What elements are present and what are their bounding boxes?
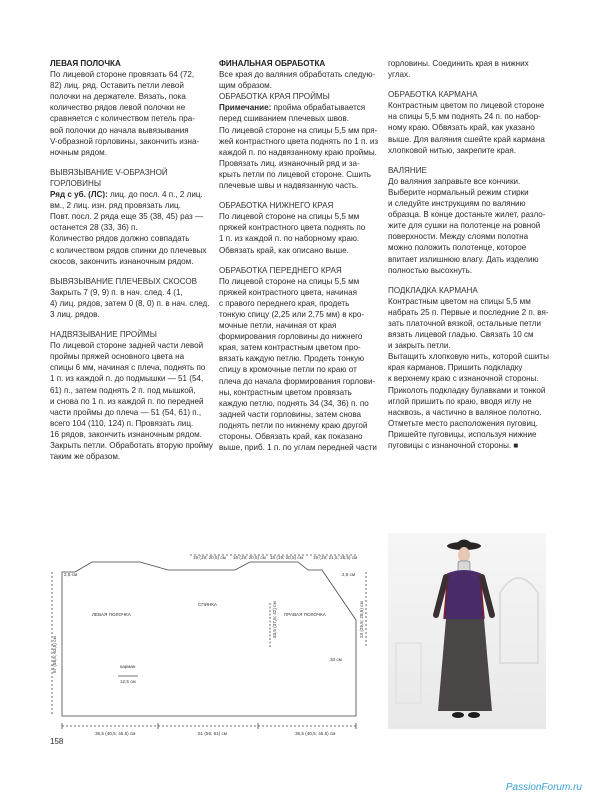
label-right-front: ПРАВАЯ ПОЛОЧКА [284,612,326,617]
dim-left-height: 57 (58,5; 63,5) см [52,636,57,673]
text-finishing: Все края до валяния обработать следую- щим образом. [219,70,376,91]
dim-right-side: 2,5 см [342,572,356,577]
column-left [50,58,216,471]
garment-schematic [30,548,370,748]
heading-pocket-lining: ПОДКЛАДКА КАРМАНА [388,285,478,295]
label-left-front: ЛЕВАЯ ПОЛОЧКА [92,612,131,617]
schematic-outline [62,562,356,716]
page-number: 158 [50,737,64,746]
text-shoulder: Закрыть 7 (9, 9) п. в нач. след. 4 (1, 4) лиц. рядов, затем 0 (8, 0) п. в нач. след. 3 лиц. рядов. [50,287,210,319]
dim-right-33: 33 см [330,657,342,662]
column-right [388,58,556,460]
dim-top-2: 16 (19; 20,5) см [233,555,266,560]
heading-v-neck: ВЫВЯЗЫВАНИЕ V-ОБРАЗНОЙ ГОРЛОВИНЫ [50,167,168,188]
label-pocket: карман [120,664,136,669]
dim-top-3: 16 (19; 20,5) см [270,555,303,560]
heading-felting: ВАЛЯНИЕ [388,165,427,175]
heading-shoulder: ВЫВЯЗЫВАНИЕ ПЛЕЧЕВЫХ СКОСОВ [50,276,198,286]
column-middle [219,58,383,462]
dim-pocket-width: 12,5 см [120,679,136,684]
text-lower-edge: По лицевой стороне на спицы 5,5 мм пряжей контрастного цвета поднять по 1 п. из каждой п. по наборному краю. Обвязать край, как описано выше. [219,212,366,255]
dim-bottom-3: 35,5 (40,5; 45,5) см [295,731,336,736]
dim-top-1: 19 (19; 20,5) см [193,555,226,560]
text-pocket-edge: Контрастным цветом по лицевой стороне на спицы 5,5 мм поднять 24 п. по набор- ному краю. Обвязать край, как указано выше. Для валяния сшейте край кармана хлопковой нитью, закрепите края. [388,101,545,155]
heading-left-front: ЛЕВАЯ ПОЛОЧКА [50,59,121,68]
dim-bottom-1: 35,5 (40,5; 45,5) см [95,731,136,736]
heading-finishing: ФИНАЛЬНАЯ ОБРАБОТКА [219,59,326,68]
dim-right-height: 24 (25,5; 28,5) см [359,601,364,638]
heading-armhole-edge: ОБРАБОТКА КРАЯ ПРОЙМЫ [219,92,330,102]
model-photo [388,533,546,729]
dim-left-side: 2,5 см [64,572,78,577]
text-pocket-lining: Контрастным цветом на спицы 5,5 мм набрать 25 п. Первые и последние 2 п. вя- зать платочной вязкой, остальные петли вязать лицевой гладью. Связать 10 см и закрыть петли. Вытащить хлопковую нить, которой сшиты края карманов. Пришить подкладку к верхнему краю с изнаночной стороны. Приколоть подкладку булавками и тонкой иглой пришить по краю, вводя иглу не насквозь, а частично в валяное полотно. Отметьте место расположения пуговиц. Пришейте пуговицы, используя нижние пуговицы с изнаночной стороны. ■ [388,296,549,450]
text-felting: До валяния заправьте все кончики. Выберите нормальный режим стирки и следуйте инструкциям по валянию образца. В конце достаньте жилет, разло- жите для сушки на полотенце на ровной поверхности. Между слоями полотна можно положить полотенце, которое впитает излишнюю влагу. Дать изделию полностью высохнуть. [388,176,546,275]
text-armhole-edge: пройма обрабатывается перед сшиванием плечевых швов. По лицевой стороне на спицы 5,5 мм пря- жей контрастного цвета поднять по 1 п. из каждой п. по надвязанному краю проймы. Провязать лиц. изнаночный ряд и за- крыть петли по лицевой стороне. Сшить плечевые швы и надвязанную часть. [219,103,379,191]
dim-bottom-2: 51 (56; 61) см [198,731,227,736]
watermark: PassionForum.ru [505,782,582,793]
text-neck-continued: горловины. Соединить края в нижних углах. [388,59,529,80]
dim-top-4: 19 (19; 21,5; 25,5) см [313,555,358,560]
text-note-bold: Примечание: [219,103,272,113]
label-back: СПИНКА [198,602,217,607]
text-v-neck-bold: Ряд с уб. (ЛС): [50,190,108,200]
text-left-front: По лицевой стороне провязать 64 (72, 82) лиц. ряд. Оставить петли левой полочки на держателе. Вязать, пока количество рядов левой полочки не сравняется с количеством петель пра- вой полочки до начала вывязывания V-образной горловины, закончить изна- ночным рядом. [50,70,200,157]
text-v-neck: лиц. до посл. 4 п., 2 лиц. вм., 2 лиц. изн. ряд провязать лиц. Повт. посл. 2 ряда еще 35 (38, 45) раз — останется 28 (33, 36) п. Количество рядов должно совпадать с количеством рядов спинки до плечевых скосов, закончить изнаночным рядом. [50,190,207,266]
heading-front-edge: ОБРАБОТКА ПЕРЕДНЕГО КРАЯ [219,265,342,275]
heading-lower-edge: ОБРАБОТКА НИЖНЕГО КРАЯ [219,201,334,211]
heading-pocket-edge: ОБРАБОТКА КАРМАНА [388,90,478,100]
dim-center-vertical: 33,5 (37,5; 42) см [272,601,277,638]
heading-armhole: НАДВЯЗЫВАНИЕ ПРОЙМЫ [50,330,157,340]
text-armhole: По лицевой стороне задней части левой проймы пряжей основного цвета на спицы 6 мм, начиная с плеча, поднять по 1 п. из каждой п. до подмышки — 51 (54, 61) п., затем поднять 2 п. под мышкой, и снова по 1 п. из каждой п. по передней части проймы до плеча — 51 (54, 61) п., всего 104 (110, 124) п. Провязать лиц. 16 рядов, закончить изнаночным рядом. Закрыть петли. Обработать вторую пройму таким же образом. [50,341,213,462]
text-front-edge: По лицевой стороне на спицы 5,5 мм пряжей контрастного цвета, начиная с правого переднего края, продеть тонкую спицу (2,25 или 2,75 мм) в кро- мочные петли, начиная от края формирования горловины до нижнего края, затем контрастным цветом про- вязать каждую петлю. Продеть тонкую спицу в кромочные петли по краю от плеча до начала формирования горлови- ны, контрастным цветом провязать каждую петлю, поднять 34 (34, 36) п. по задней части горловины, затем снова поднять петли по нижнему краю другой стороны. Обвязать край, как показано выше, приб. 1 п. по углам передней части [219,276,377,453]
